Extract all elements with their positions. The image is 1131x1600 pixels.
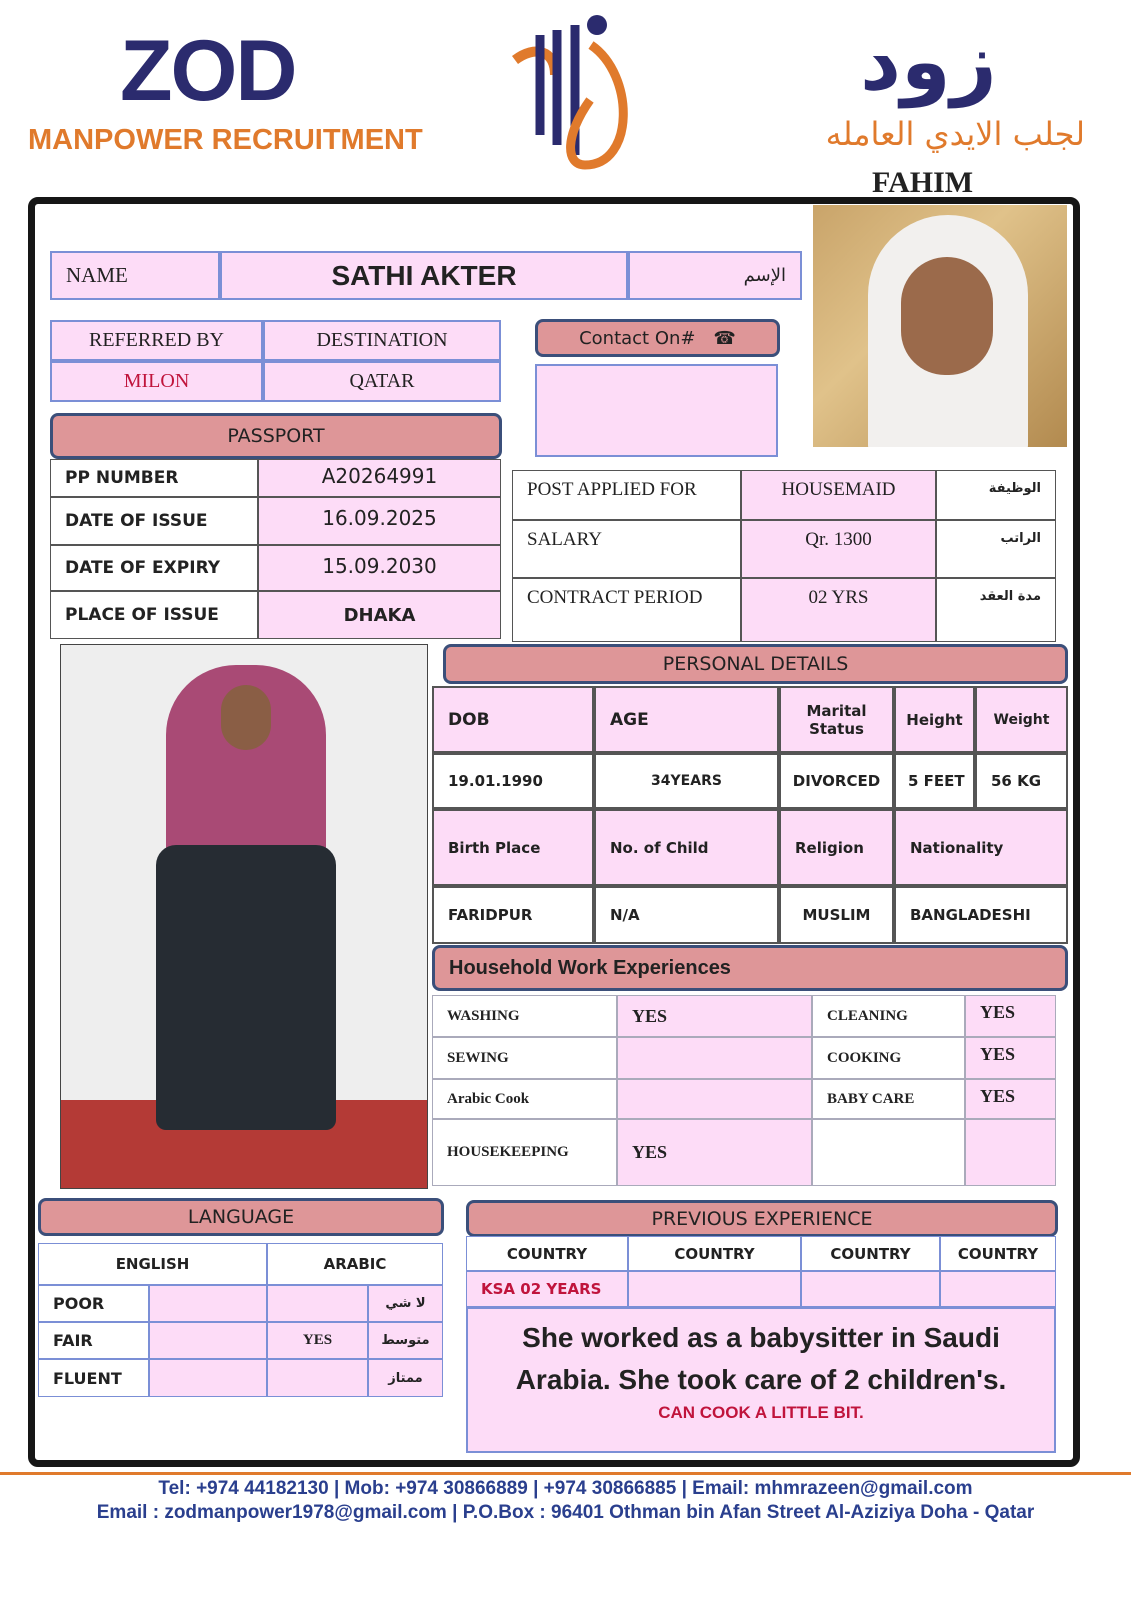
passport-header: PASSPORT bbox=[50, 413, 502, 459]
fluent-arabic bbox=[267, 1359, 368, 1397]
place-of-issue-label: PLACE OF ISSUE bbox=[50, 591, 258, 639]
arabic-cook-label: Arabic Cook bbox=[432, 1079, 617, 1119]
date-of-issue-value: 16.09.2025 bbox=[258, 497, 501, 545]
personal-details-header: PERSONAL DETAILS bbox=[443, 644, 1068, 684]
fair-ar: متوسط bbox=[381, 1333, 430, 1348]
post-value: HOUSEMAID bbox=[741, 470, 936, 520]
contract-label: CONTRACT PERIOD bbox=[512, 578, 741, 642]
baby-care-value: YES bbox=[965, 1079, 1056, 1119]
extra-skill-value bbox=[965, 1119, 1056, 1186]
contact-value-box bbox=[535, 364, 778, 457]
cleaning-value: YES bbox=[965, 995, 1056, 1037]
fair-label: FAIR bbox=[38, 1322, 149, 1359]
footer-line-2: Email : zodmanpower1978@gmail.com | P.O.Box : 96401 Othman bin Afan Street Al-Aziziya Doha - Qatar bbox=[96, 1502, 1035, 1523]
marital-value: DIVORCED bbox=[779, 753, 894, 809]
portrait-photo bbox=[813, 205, 1067, 447]
housekeeping-label: HOUSEKEEPING bbox=[432, 1119, 617, 1186]
previous-experience-header: PREVIOUS EXPERIENCE bbox=[466, 1200, 1058, 1237]
sewing-value bbox=[617, 1037, 812, 1079]
referred-by-value: MILON bbox=[50, 361, 263, 402]
fluent-label: FLUENT bbox=[38, 1359, 149, 1397]
weight-label: Weight bbox=[975, 686, 1068, 753]
country-val-1: KSA 02 YEARS bbox=[466, 1271, 628, 1307]
height-value: 5 FEET bbox=[894, 753, 975, 809]
fluent-english bbox=[149, 1359, 267, 1397]
poor-english bbox=[149, 1285, 267, 1322]
nationality-label: Nationality bbox=[894, 809, 1068, 886]
dress bbox=[156, 845, 336, 1130]
age-label: AGE bbox=[594, 686, 779, 753]
contract-ar: مدة العقد bbox=[979, 589, 1041, 604]
face bbox=[901, 257, 993, 375]
company-logo-icon bbox=[495, 5, 645, 175]
pp-number-label: PP NUMBER bbox=[50, 459, 258, 497]
destination-label: DESTINATION bbox=[263, 320, 501, 361]
nationality-value: BANGLADESHI bbox=[894, 886, 1068, 944]
birth-place-value: FARIDPUR bbox=[432, 886, 594, 944]
weight-value: 56 KG bbox=[975, 753, 1068, 809]
extra-skill-label bbox=[812, 1119, 965, 1186]
poor-arabic bbox=[267, 1285, 368, 1322]
cooking-label: COOKING bbox=[812, 1037, 965, 1079]
poor-ar: لا شي bbox=[385, 1296, 426, 1311]
logo-text-en: ZOD bbox=[120, 23, 296, 119]
english-col: ENGLISH bbox=[38, 1243, 267, 1285]
fluent-ar-cell bbox=[368, 1359, 443, 1397]
poor-label: POOR bbox=[38, 1285, 149, 1322]
fair-english bbox=[149, 1322, 267, 1359]
name-ar-text: الإسم bbox=[743, 265, 786, 286]
cooking-value: YES bbox=[965, 1037, 1056, 1079]
date-of-issue-label: DATE OF ISSUE bbox=[50, 497, 258, 545]
contact-label: Contact On# bbox=[579, 327, 696, 349]
agent-name: FAHIM bbox=[872, 166, 974, 199]
religion-label: Religion bbox=[779, 809, 894, 886]
footer-line-1: Tel: +974 44182130 | Mob: +974 30866889 | +974 30866885 | Email: mhmrazeen@gmail.com bbox=[158, 1478, 973, 1499]
language-header: LANGUAGE bbox=[38, 1198, 444, 1236]
pp-number-value: A20264991 bbox=[258, 459, 501, 497]
experience-remark: She worked as a babysitter in Saudi Arabia. She took care of 2 children's. bbox=[515, 1322, 1007, 1395]
baby-care-label: BABY CARE bbox=[812, 1079, 965, 1119]
age-value: 34YEARS bbox=[594, 753, 779, 809]
height-label: Height bbox=[894, 686, 975, 753]
post-label: POST APPLIED FOR bbox=[512, 470, 741, 520]
poor-ar-cell bbox=[368, 1285, 443, 1322]
footer-rule bbox=[0, 1472, 1131, 1475]
destination-value: QATAR bbox=[263, 361, 501, 402]
contract-ar-cell bbox=[936, 578, 1056, 642]
sewing-label: SEWING bbox=[432, 1037, 617, 1079]
household-header bbox=[432, 945, 1068, 991]
experience-remarks-box bbox=[466, 1307, 1056, 1453]
salary-value: Qr. 1300 bbox=[741, 520, 936, 578]
salary-ar-cell bbox=[936, 520, 1056, 578]
tagline-ar: لجلب الايدي العامله bbox=[825, 115, 1085, 153]
cleaning-label: CLEANING bbox=[812, 995, 965, 1037]
experience-note: CAN COOK A LITTLE BIT. bbox=[658, 1403, 864, 1422]
country-col-4: COUNTRY bbox=[940, 1236, 1056, 1271]
date-of-expiry-value: 15.09.2030 bbox=[258, 545, 501, 591]
country-val-3 bbox=[801, 1271, 940, 1307]
birth-place-label: Birth Place bbox=[432, 809, 594, 886]
fair-ar-cell bbox=[368, 1322, 443, 1359]
dob-label: DOB bbox=[432, 686, 594, 753]
housekeeping-value: YES bbox=[617, 1119, 812, 1186]
date-of-expiry-label: DATE OF EXPIRY bbox=[50, 545, 258, 591]
name-label: NAME bbox=[50, 251, 220, 300]
place-of-issue-value: DHAKA bbox=[258, 591, 501, 639]
children-label: No. of Child bbox=[594, 809, 779, 886]
household-title: Household Work Experiences bbox=[449, 956, 731, 979]
telephone-icon: ☎ bbox=[713, 327, 736, 349]
face-small bbox=[221, 685, 271, 750]
arabic-cook-value bbox=[617, 1079, 812, 1119]
referred-by-label: REFERRED BY bbox=[50, 320, 263, 361]
country-col-2: COUNTRY bbox=[628, 1236, 801, 1271]
country-val-2 bbox=[628, 1271, 801, 1307]
salary-ar: الراتب bbox=[1000, 531, 1041, 546]
children-value: N/A bbox=[594, 886, 779, 944]
religion-value: MUSLIM bbox=[779, 886, 894, 944]
arabic-col: ARABIC bbox=[267, 1243, 443, 1285]
post-ar-cell bbox=[936, 470, 1056, 520]
name-label-ar bbox=[628, 251, 802, 300]
dob-value: 19.01.1990 bbox=[432, 753, 594, 809]
full-body-photo bbox=[60, 644, 428, 1189]
fluent-ar: ممتاز bbox=[388, 1370, 423, 1386]
country-val-4 bbox=[940, 1271, 1056, 1307]
fair-arabic: YES bbox=[267, 1322, 368, 1359]
washing-value: YES bbox=[617, 995, 812, 1037]
post-ar: الوظيفة bbox=[988, 481, 1041, 496]
tagline: MANPOWER RECRUITMENT bbox=[28, 124, 423, 156]
country-col-1: COUNTRY bbox=[466, 1236, 628, 1271]
marital-label: Marital Status bbox=[779, 686, 894, 753]
washing-label: WASHING bbox=[432, 995, 617, 1037]
country-col-3: COUNTRY bbox=[801, 1236, 940, 1271]
logo-text-ar: زود bbox=[860, 15, 997, 108]
contact-header bbox=[535, 319, 780, 357]
contract-value: 02 YRS bbox=[741, 578, 936, 642]
salary-label: SALARY bbox=[512, 520, 741, 578]
name-value: SATHI AKTER bbox=[220, 251, 628, 300]
